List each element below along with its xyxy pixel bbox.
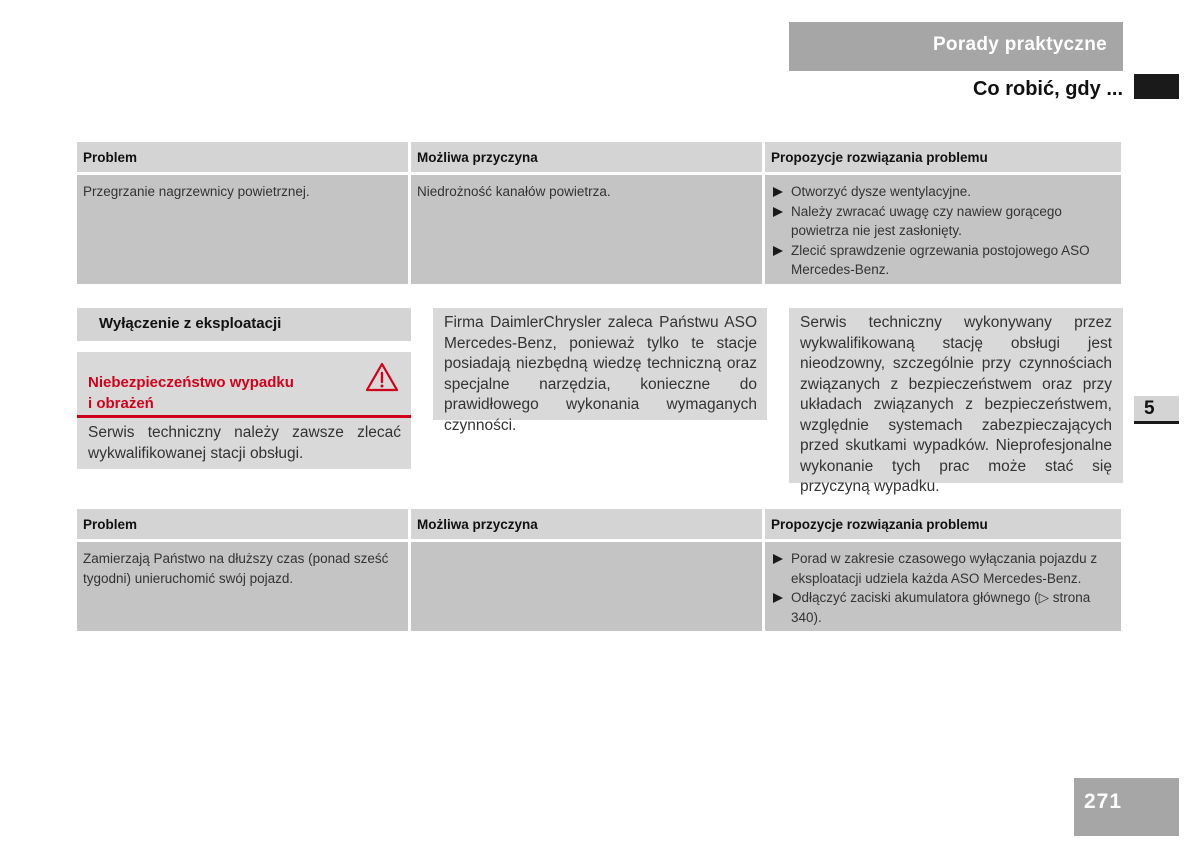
warning-title-line2: i obrażeń	[88, 395, 154, 412]
table-row	[77, 172, 1121, 284]
table-header: Możliwa przyczyna	[411, 142, 765, 172]
bullet-arrow-icon	[773, 593, 783, 603]
problem-cell: Przegrzanie nagrzewnicy powietrznej.	[77, 172, 411, 284]
warning-text: Serwis techniczny należy zawsze zlecać wykwalifikowanej stacji obsługi.	[88, 424, 401, 462]
problem-cell: Zamierzają Państwo na dłuższy czas (ponad sześć tygodni) unieruchomić swój pojazd.	[77, 539, 411, 631]
warning-title-line1: Niebezpieczeństwo wypadku	[88, 374, 294, 391]
list-item: Zlecić sprawdzenie ogrzewania postojowego ASO Mercedes-Benz.	[771, 241, 1115, 280]
warning-header	[77, 352, 411, 418]
page-number: 271	[1074, 778, 1179, 836]
cause-cell	[411, 539, 765, 631]
solution-cell	[765, 539, 1121, 631]
section-title: Porady praktyczne	[789, 22, 1123, 71]
list-item: Otworzyć dysze wentylacyjne.	[771, 182, 1115, 202]
table-row	[77, 539, 1121, 631]
bullet-arrow-icon	[773, 187, 783, 197]
table-header: Propozycje rozwiązania problemu	[765, 509, 1121, 539]
bullet-arrow-icon	[773, 246, 783, 256]
list-item: Odłączyć zaciski akumulatora głównego (▷ strona 340).	[771, 588, 1115, 627]
chapter-tab: 5	[1134, 396, 1179, 424]
problem-table-1	[77, 142, 1121, 284]
problem-table-2	[77, 509, 1121, 631]
table-header: Problem	[77, 142, 411, 172]
list-item: Należy zwracać uwagę czy nawiew gorącego powietrza nie jest zasłonięty.	[771, 202, 1115, 241]
cause-cell: Niedrożność kanałów powietrza.	[411, 172, 765, 284]
bullet-arrow-icon	[773, 207, 783, 217]
header-marker	[1134, 74, 1179, 99]
list-item: Porad w zakresie czasowego wyłączania pojazdu z eksploatacji udziela każda ASO Mercedes-Benz.	[771, 549, 1115, 588]
page-subtitle: Co robić, gdy ...	[972, 78, 1123, 100]
decommission-title: Wyłączenie z eksploatacji	[77, 308, 411, 341]
solution-cell	[765, 172, 1121, 284]
bullet-arrow-icon	[773, 554, 783, 564]
table-header: Propozycje rozwiązania problemu	[765, 142, 1121, 172]
service-info-text: Serwis techniczny wykonywany przez wykwalifikowaną stację obsługi jest nieodzowny, szczególnie przy czynnościach związanych z bezpieczeństwem oraz przy układach związanych z bezpieczeństwem, względnie systemach zabezpieczających przed skutkami wypadków. Nieprofesjonalne wykonanie tych prac może stać się przyczyną wypadku.	[789, 308, 1123, 483]
warning-box	[77, 352, 411, 469]
table-header: Możliwa przyczyna	[411, 509, 765, 539]
table-header: Problem	[77, 509, 411, 539]
recommendation-text: Firma DaimlerChrysler zaleca Państwu ASO Mercedes-Benz, ponieważ tylko te stacje posiadają niezbędną wiedzę techniczną oraz specjalne narzędzia, konieczne do prawidłowego wykonania wymaganych czynności.	[433, 308, 767, 420]
warning-triangle-icon	[365, 362, 399, 392]
